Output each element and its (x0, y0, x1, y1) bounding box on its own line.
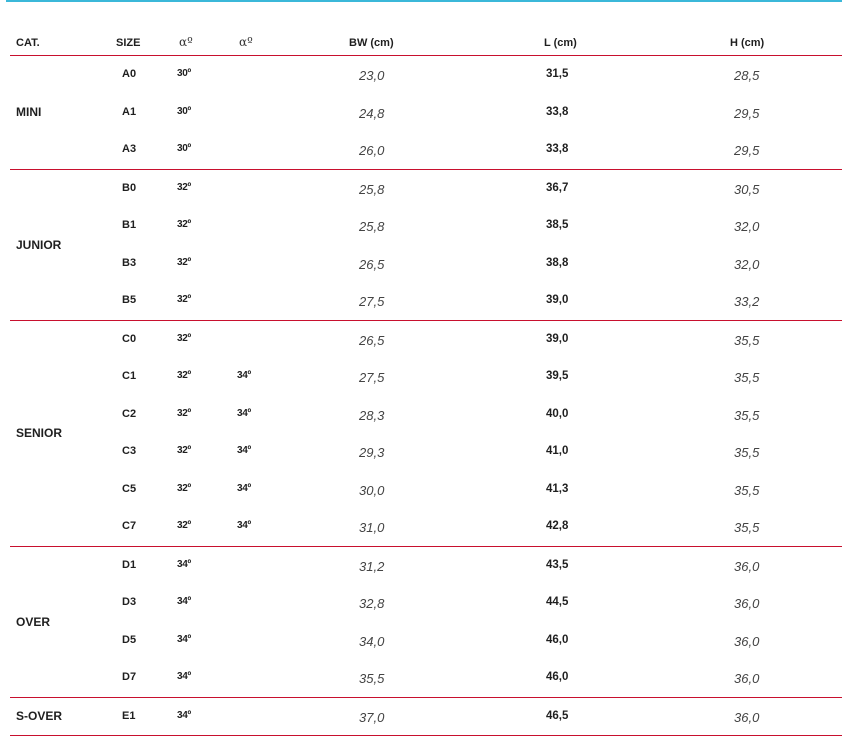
header-angle-2: αº (239, 35, 253, 49)
angle-2-cell: 34º (237, 407, 251, 419)
h-cell: 35,5 (734, 482, 760, 498)
h-cell: 36,0 (734, 558, 760, 574)
bw-cell: 24,8 (359, 105, 385, 121)
header-l: L (cm) (544, 37, 577, 49)
angle-1-cell: 32º (177, 370, 191, 381)
h-cell: 35,5 (734, 370, 760, 385)
h-cell: 33,2 (734, 294, 760, 309)
l-cell: 36,7 (546, 181, 569, 194)
table-row (10, 471, 842, 509)
bw-cell: 35,5 (359, 671, 385, 686)
angle-1-cell: 32º (177, 407, 191, 419)
size-cell: B5 (122, 294, 137, 306)
table-row (10, 282, 842, 320)
table-row (10, 358, 842, 396)
bw-cell: 25,8 (359, 219, 385, 234)
size-cell: C1 (122, 370, 137, 382)
table-header (10, 29, 842, 56)
bw-cell: 31,2 (359, 558, 385, 574)
l-cell: 38,5 (546, 219, 569, 231)
bw-cell: 23,0 (359, 68, 385, 83)
size-cell: C2 (122, 407, 137, 420)
size-cell: E1 (122, 709, 136, 722)
category-group (10, 698, 842, 737)
angle-1-cell: 34º (177, 671, 191, 682)
l-cell: 46,0 (546, 671, 569, 683)
category-group (10, 56, 842, 170)
l-cell: 31,5 (546, 68, 569, 80)
bw-cell: 31,0 (359, 520, 385, 535)
bw-cell: 26,5 (359, 256, 385, 272)
size-cell: D3 (122, 596, 137, 608)
bw-cell: 26,5 (359, 332, 385, 348)
l-cell: 46,5 (546, 709, 569, 722)
l-cell: 46,0 (546, 633, 569, 646)
header-bw: BW (cm) (349, 37, 394, 49)
size-cell: B3 (122, 256, 137, 269)
angle-1-cell: 32º (177, 256, 191, 268)
table-row (10, 622, 842, 660)
l-cell: 41,0 (546, 445, 569, 457)
angle-1-cell: 34º (177, 709, 191, 721)
h-cell: 32,0 (734, 256, 760, 272)
angle-2-cell: 34º (237, 482, 251, 494)
bw-cell: 26,0 (359, 143, 385, 158)
category-group (10, 321, 842, 547)
angle-1-cell: 32º (177, 520, 191, 531)
table-row (10, 94, 842, 132)
l-cell: 39,0 (546, 294, 569, 306)
angle-2-cell: 34º (237, 370, 251, 381)
bw-cell: 34,0 (359, 633, 385, 649)
size-cell: A0 (122, 68, 137, 80)
h-cell: 29,5 (734, 143, 760, 158)
angle-1-cell: 34º (177, 633, 191, 645)
category-label: S-OVER (16, 709, 63, 724)
h-cell: 36,0 (734, 671, 760, 686)
size-cell: C5 (122, 482, 137, 495)
bw-cell: 25,8 (359, 181, 385, 197)
angle-1-cell: 32º (177, 294, 191, 305)
bw-cell: 28,3 (359, 407, 385, 423)
category-label: JUNIOR (16, 237, 62, 252)
category-group (10, 547, 842, 698)
angle-1-cell: 34º (177, 558, 191, 570)
header-angle-1: αº (179, 35, 193, 49)
bw-cell: 29,3 (359, 445, 385, 460)
table-row (10, 584, 842, 622)
angle-1-cell: 34º (177, 596, 191, 607)
l-cell: 33,8 (546, 143, 569, 155)
h-cell: 28,5 (734, 68, 760, 83)
h-cell: 36,0 (734, 596, 760, 611)
l-cell: 39,5 (546, 370, 569, 382)
h-cell: 35,5 (734, 332, 760, 348)
category-group (10, 170, 842, 321)
angle-1-cell: 30º (177, 105, 191, 117)
category-label: OVER (16, 614, 51, 629)
angle-1-cell: 30º (177, 68, 191, 79)
l-cell: 38,8 (546, 256, 569, 269)
bw-cell: 27,5 (359, 294, 385, 309)
table-row (10, 131, 842, 169)
l-cell: 43,5 (546, 558, 569, 571)
size-cell: B1 (122, 219, 137, 231)
angle-1-cell: 32º (177, 219, 191, 230)
l-cell: 44,5 (546, 596, 569, 608)
h-cell: 29,5 (734, 105, 760, 121)
table-row (10, 698, 842, 736)
header-size: SIZE (116, 37, 141, 49)
h-cell: 32,0 (734, 219, 760, 234)
category-label: SENIOR (16, 426, 63, 440)
h-cell: 35,5 (734, 520, 760, 535)
angle-1-cell: 32º (177, 181, 191, 193)
table-row (10, 433, 842, 471)
angle-1-cell: 30º (177, 143, 191, 154)
size-table (10, 29, 842, 736)
bw-cell: 32,8 (359, 596, 385, 611)
bw-cell: 30,0 (359, 482, 385, 498)
bw-cell: 27,5 (359, 370, 385, 385)
size-cell: D7 (122, 671, 137, 683)
angle-1-cell: 32º (177, 332, 191, 344)
header-h: H (cm) (730, 37, 765, 49)
table-row (10, 659, 842, 697)
table-row (10, 508, 842, 546)
size-cell: C0 (122, 332, 137, 345)
l-cell: 40,0 (546, 407, 569, 420)
l-cell: 42,8 (546, 520, 569, 532)
size-cell: D1 (122, 558, 137, 571)
table-body (10, 56, 842, 736)
h-cell: 35,5 (734, 445, 760, 460)
angle-1-cell: 32º (177, 482, 191, 494)
angle-2-cell: 34º (237, 520, 251, 531)
table-row (10, 245, 842, 283)
h-cell: 36,0 (734, 633, 760, 649)
l-cell: 41,3 (546, 482, 569, 495)
size-cell: D5 (122, 633, 137, 646)
l-cell: 33,8 (546, 105, 569, 118)
size-cell: C3 (122, 445, 137, 457)
size-cell: B0 (122, 181, 137, 194)
size-cell: A3 (122, 143, 137, 155)
top-accent-rule (6, 0, 842, 2)
h-cell: 35,5 (734, 407, 760, 423)
l-cell: 39,0 (546, 332, 569, 345)
angle-1-cell: 32º (177, 445, 191, 456)
h-cell: 36,0 (734, 709, 760, 725)
h-cell: 30,5 (734, 181, 760, 197)
category-label: MINI (16, 105, 42, 120)
table-row (10, 321, 842, 359)
table-row (10, 170, 842, 208)
table-row (10, 547, 842, 585)
size-cell: A1 (122, 105, 137, 118)
angle-2-cell: 34º (237, 445, 251, 456)
size-cell: C7 (122, 520, 137, 532)
table-row (10, 56, 842, 94)
bw-cell: 37,0 (359, 709, 385, 725)
table-row (10, 396, 842, 434)
table-row (10, 207, 842, 245)
header-category: CAT. (16, 37, 40, 49)
